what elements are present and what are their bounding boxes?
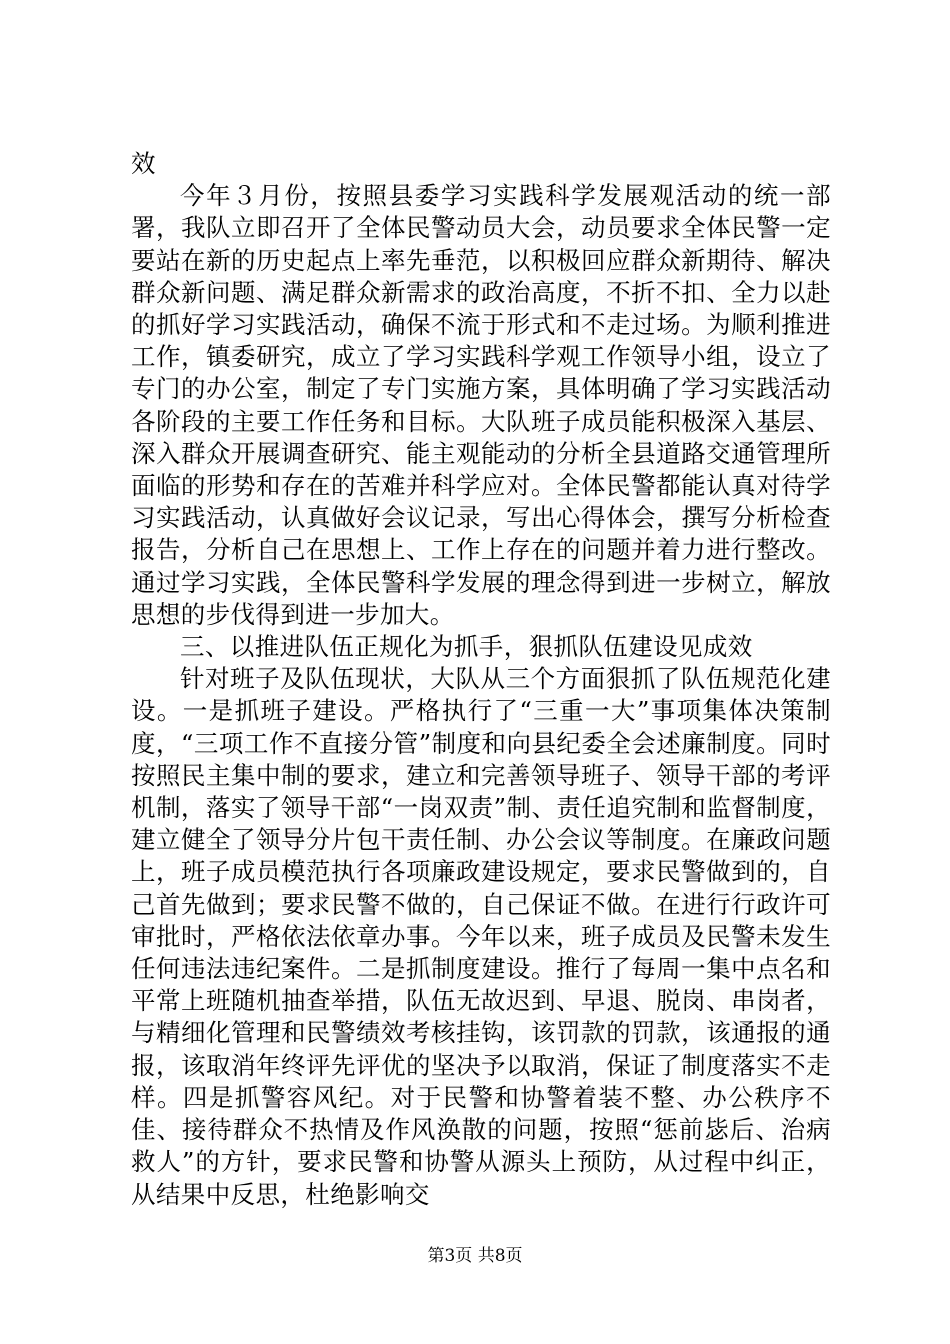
- page-number-label: 第3页 共8页: [427, 1246, 523, 1266]
- paragraph-study-practice: 今年３月份，按照县委学习实践科学发展观活动的统一部署，我队立即召开了全体民警动员大会，动员要求全体民警一定要站在新的历史起点上率先垂范，以积极回应群众新期待、解决群众新问题、满足群众新需求的政治高度，不折不扣、全力以赴的抓好学习实践活动，确保不流于形式和不走过场。为顺利推进工作，镇委研究，成立了学习实践科学观工作领导小组，设立了专门的办公室，制定了专门实施方案，具体明确了学习实践活动各阶段的主要工作任务和目标。大队班子成员能积极深入基层、深入群众开展调查研究、能主观能动的分析全县道路交通管理所面临的形势和存在的苦难并科学应对。全体民警都能认真对待学习实践活动，认真做好会议记录，写出心得体会，撰写分析检查报告，分析自己在思想上、工作上存在的问题并着力进行整改。通过学习实践，全体民警科学发展的理念得到进一步树立，解放思想的步伐得到进一步加大。: [131, 181, 831, 629]
- paragraph-team-building: 针对班子及队伍现状，大队从三个方面狠抓了队伍规范化建设。一是抓班子建设。严格执行了“三重一大”事项集体决策制度，“三项工作不直接分管”制度和向县纪委全会述廉制度。同时按照民主集中制的要求，建立和完善领导班子、领导干部的考评机制，落实了领导干部“一岗双责”制、责任追究制和监督制度，建立健全了领导分片包干责任制、办公会议等制度。在廉政问题上，班子成员模范执行各项廉政建设规定，要求民警做到的，自己首先做到；要求民警不做的，自己保证不做。在进行行政许可审批时，严格依法依章办事。今年以来，班子成员及民警未发生任何违法违纪案件。二是抓制度建设。推行了每周一集中点名和平常上班随机抽查举措，队伍无故迟到、早退、脱岗、串岗者，与精细化管理和民警绩效考核挂钩，该罚款的罚款，该通报的通报，该取消年终评先评优的坚决予以取消，保证了制度落实不走样。四是抓警容风纪。对于民警和协警着装不整、办公秩序不佳、接待群众不热情及作风涣散的问题，按照“惩前毖后、治病救人”的方针，要求民警和协警从源头上预防，从过程中纠正，从结果中反思，杜绝影响交: [131, 664, 831, 1209]
- paragraph-continuation: 效: [131, 149, 156, 178]
- page-footer: [0, 1245, 950, 1267]
- document-body: [131, 148, 831, 1211]
- section-heading-three: 三、以推进队伍正规化为抓手，狠抓队伍建设见成效: [180, 632, 753, 662]
